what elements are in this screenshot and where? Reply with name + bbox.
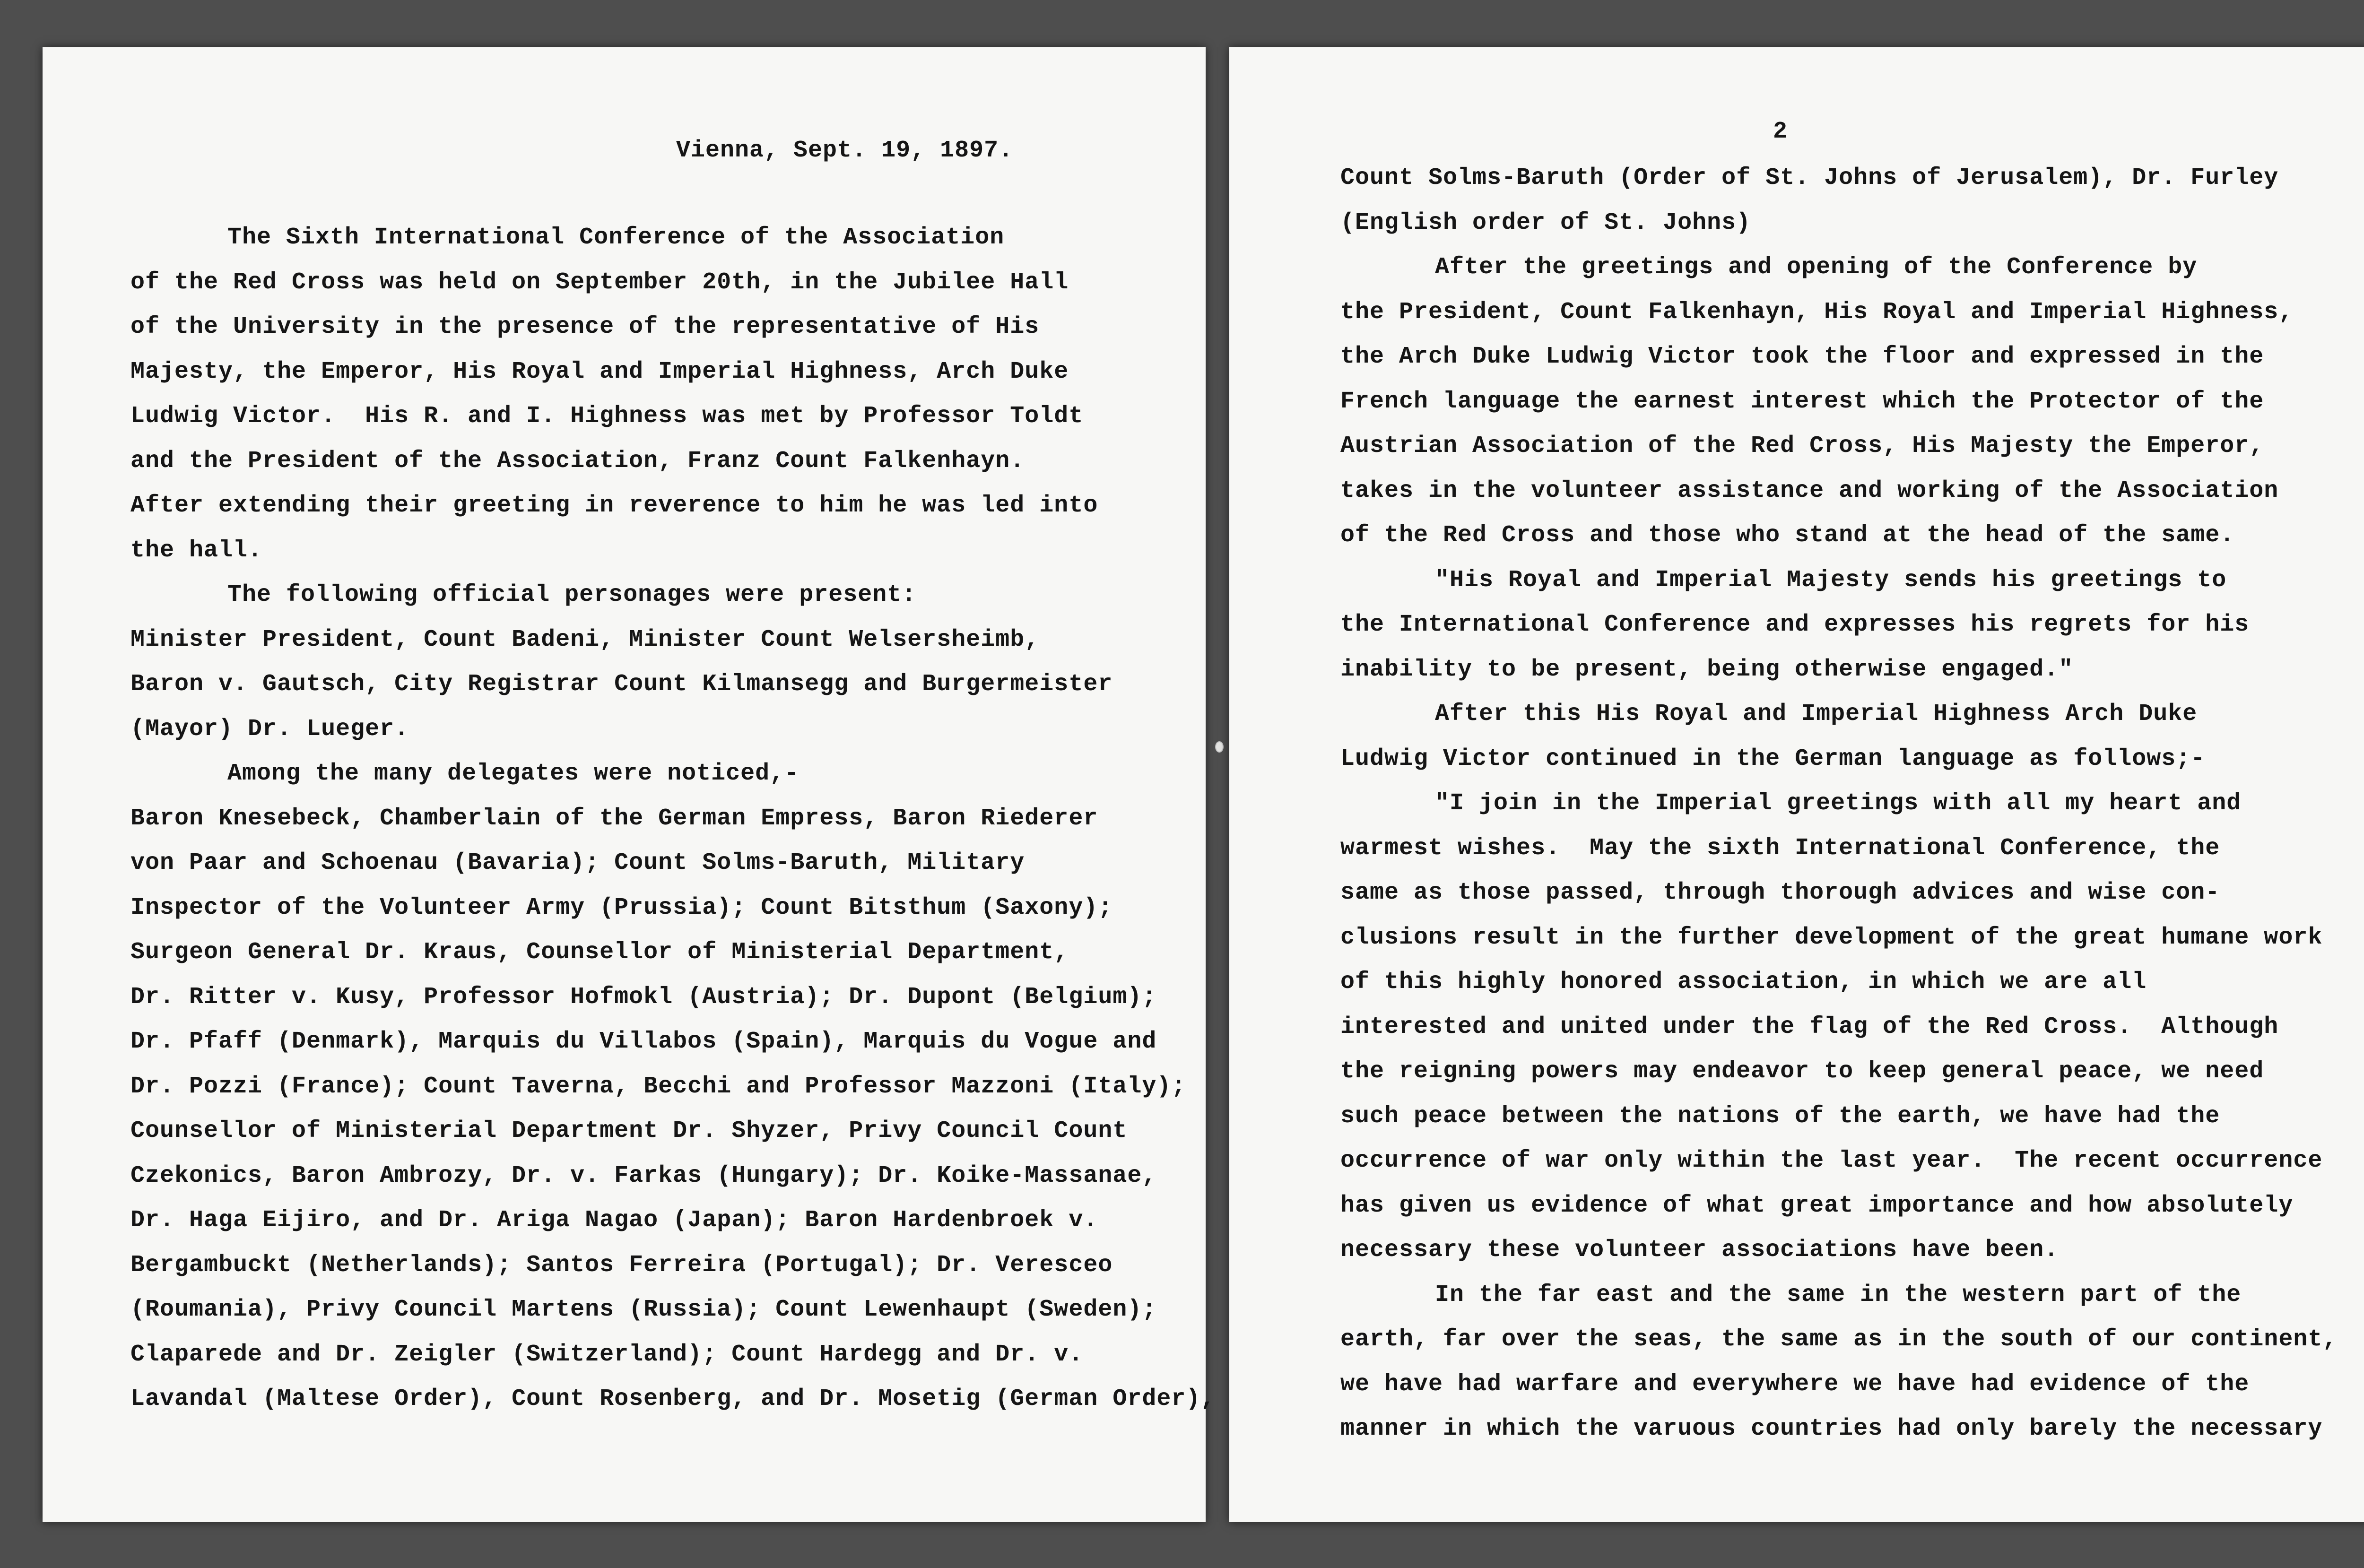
text-line: Bergambuckt (Netherlands); Santos Ferreira (Portugal); Dr. Veresceo	[130, 1251, 1113, 1279]
text-line: we have had warfare and everywhere we have had evidence of the	[1340, 1370, 2250, 1398]
text-line: the President, Count Falkenhayn, His Royal and Imperial Highness,	[1340, 298, 2294, 326]
punch-hole	[1215, 741, 1224, 753]
text-line: interested and united under the flag of the Red Cross. Although	[1340, 1013, 2279, 1040]
text-line: has given us evidence of what great importance and how absolutely	[1340, 1192, 2294, 1219]
text-line: Lavandal (Maltese Order), Count Rosenberg, and Dr. Mosetig (German Order),	[130, 1386, 1216, 1412]
text-line: "I join in the Imperial greetings with all my heart and	[1435, 790, 2242, 817]
text-line: The Sixth International Conference of the Association	[227, 224, 1005, 251]
text-line: same as those passed, through thorough advices and wise con-	[1340, 879, 2220, 906]
text-line: Claparede and Dr. Zeigler (Switzerland); Count Hardegg and Dr. v.	[130, 1341, 1084, 1368]
text-line: Majesty, the Emperor, His Royal and Imperial Highness, Arch Duke	[130, 358, 1069, 385]
text-line: the hall.	[130, 537, 263, 564]
text-line: Count Solms-Baruth (Order of St. Johns of Jerusalem), Dr. Furley	[1340, 165, 2279, 191]
text-line: Austrian Association of the Red Cross, His Majesty the Emperor,	[1340, 433, 2264, 459]
text-line: the International Conference and expresses his regrets for his	[1340, 611, 2250, 638]
text-line: Inspector of the Volunteer Army (Prussia); Count Bitsthum (Saxony);	[130, 894, 1113, 921]
text-line: (Mayor) Dr. Lueger.	[130, 715, 409, 743]
page-number: 2	[1773, 118, 1788, 145]
text-line: Baron Knesebeck, Chamberlain of the German Empress, Baron Riederer	[130, 805, 1098, 832]
text-line: (Roumania), Privy Council Martens (Russia); Count Lewenhaupt (Sweden);	[130, 1296, 1157, 1323]
text-line: and the President of the Association, Franz Count Falkenhayn.	[130, 447, 1025, 475]
text-line: Baron v. Gautsch, City Registrar Count Kilmansegg and Burgermeister	[130, 671, 1113, 698]
text-line: von Paar and Schoenau (Bavaria); Count Solms-Baruth, Military	[130, 849, 1025, 876]
text-line: Dr. Pfaff (Denmark), Marquis du Villabos (Spain), Marquis du Vogue and	[130, 1028, 1157, 1055]
text-line: of the Red Cross was held on September 20th, in the Jubilee Hall	[130, 269, 1069, 296]
text-line: the Arch Duke Ludwig Victor took the floor and expressed in the	[1340, 343, 2264, 370]
text-line: of this highly honored association, in which we are all	[1340, 969, 2147, 996]
text-line: After extending their greeting in reverence to him he was led into	[130, 492, 1098, 519]
text-line: manner in which the varuous countries had only barely the necessary	[1340, 1415, 2323, 1442]
text-line: Dr. Haga Eijiro, and Dr. Ariga Nagao (Japan); Baron Hardenbroek v.	[130, 1207, 1098, 1234]
text-line: occurrence of war only within the last year. The recent occurrence	[1340, 1147, 2323, 1174]
left-page-body	[130, 216, 1215, 1422]
right-page	[1229, 47, 2364, 1522]
text-line: earth, far over the seas, the same as in the south of our continent,	[1340, 1326, 2338, 1353]
text-line: takes in the volunteer assistance and working of the Association	[1340, 477, 2279, 504]
text-line: (English order of St. Johns)	[1340, 209, 1751, 236]
text-line: Dr. Pozzi (France); Count Taverna, Becchi and Professor Mazzoni (Italy);	[130, 1073, 1186, 1100]
text-line: of the University in the presence of the representative of His	[130, 313, 1040, 340]
text-line: The following official personages were present:	[227, 581, 917, 608]
text-line: Minister President, Count Badeni, Minister Count Welsersheimb,	[130, 626, 1040, 653]
left-page	[43, 47, 1216, 1522]
text-line: Ludwig Victor continued in the German language as follows;-	[1340, 745, 2206, 772]
text-line: Counsellor of Ministerial Department Dr. Shyzer, Privy Council Count	[130, 1118, 1128, 1144]
dateline: Vienna, Sept. 19, 1897.	[676, 137, 1014, 164]
text-line: such peace between the nations of the earth, we have had the	[1340, 1102, 2220, 1130]
text-line: inability to be present, being otherwise engaged."	[1340, 656, 2074, 683]
text-line: the reigning powers may endeavor to keep general peace, we need	[1340, 1058, 2264, 1085]
text-line: After this His Royal and Imperial Highness Arch Duke	[1435, 701, 2198, 728]
text-line: Among the many delegates were noticed,-	[227, 760, 800, 787]
text-line: Surgeon General Dr. Kraus, Counsellor of Ministerial Department,	[130, 939, 1069, 966]
text-line: After the greetings and opening of the Conference by	[1435, 254, 2198, 281]
text-line: "His Royal and Imperial Majesty sends his greetings to	[1435, 566, 2227, 594]
right-page-body	[1340, 156, 2337, 1452]
text-line: of the Red Cross and those who stand at the head of the same.	[1340, 522, 2235, 549]
text-line: clusions result in the further development of the great humane work	[1340, 924, 2323, 951]
text-line: warmest wishes. May the sixth International Conference, the	[1340, 834, 2220, 862]
text-line: In the far east and the same in the western part of the	[1435, 1281, 2242, 1308]
text-line: French language the earnest interest which the Protector of the	[1340, 388, 2264, 415]
text-line: Dr. Ritter v. Kusy, Professor Hofmokl (Austria); Dr. Dupont (Belgium);	[130, 983, 1157, 1011]
text-line: Ludwig Victor. His R. and I. Highness was met by Professor Toldt	[130, 403, 1084, 430]
text-line: Czekonics, Baron Ambrozy, Dr. v. Farkas (Hungary); Dr. Koike-Massanae,	[130, 1162, 1157, 1189]
text-line: necessary these volunteer associations have been.	[1340, 1237, 2059, 1264]
